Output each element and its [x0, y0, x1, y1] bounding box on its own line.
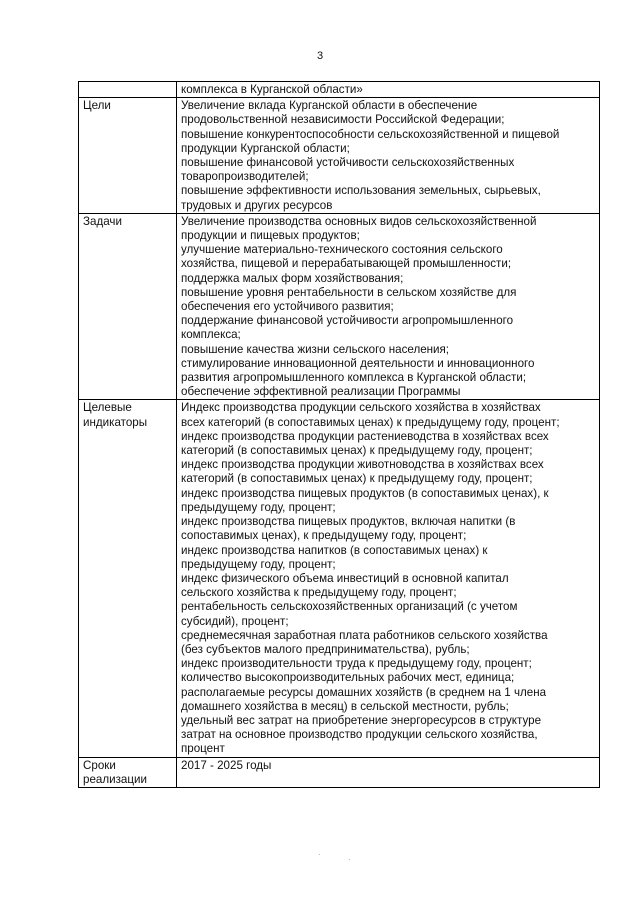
row-label — [79, 213, 177, 400]
text-line: продукции и пищевых продуктов; — [181, 229, 360, 243]
text-line: обеспечение эффективной реализации Программы — [181, 385, 461, 399]
label-line: Цели — [83, 99, 111, 113]
row-text — [177, 213, 600, 400]
label-line: индикаторы — [83, 415, 148, 429]
text-line: категорий (в сопоставимых ценах) к предыдущему году, процент; — [181, 444, 533, 458]
text-line: 2017 - 2025 годы — [181, 758, 272, 772]
text-line: улучшение материально-технического состояния сельского — [181, 243, 503, 257]
text-line: комплекса в Курганской области» — [181, 83, 363, 96]
text-line: поддержание финансовой устойчивости агропромышленного — [181, 314, 514, 328]
text-line: продовольственной независимости Российской Федерации; — [181, 113, 505, 127]
text-line: индекс производительности труда к предыдущему году, процент; — [181, 657, 532, 671]
label-line: Сроки — [83, 758, 116, 772]
text-line: индекс производства продукции животноводства в хозяйствах всех — [181, 458, 544, 472]
label-line: реализации — [83, 772, 147, 786]
text-line: всех категорий (в сопоставимых ценах) к предыдущему году, процент; — [181, 415, 560, 429]
table-row-continuation — [79, 82, 600, 98]
text-line: предыдущему году, процент; — [181, 500, 336, 514]
text-line: повышение конкурентоспособности сельскохозяйственной и пищевой — [181, 127, 560, 141]
text-line: индекс производства напитков (в сопоставимых ценах) к — [181, 543, 488, 557]
table-row-target-indicators — [79, 400, 600, 757]
text-line: затрат на основное производство продукции сельского хозяйства, — [181, 728, 538, 742]
text-line: располагаемые ресурсы домашних хозяйств (в среднем на 1 члена — [181, 685, 547, 699]
text-line: повышение финансовой устойчивости сельскохозяйственных — [181, 156, 515, 170]
text-line: стимулирование инновационной деятельности и инновационного — [181, 356, 535, 370]
text-line: комплекса; — [181, 328, 241, 342]
text-line: хозяйства, пищевой и перерабатывающей промышленности; — [181, 257, 512, 271]
table-row-timeframe — [79, 757, 600, 787]
program-passport-table — [78, 81, 600, 788]
label-line: Задачи — [83, 214, 122, 228]
text-line: Увеличение производства основных видов сельскохозяйственной — [181, 214, 537, 228]
text-line: обеспечения его устойчивого развития; — [181, 300, 394, 314]
text-line: сельского хозяйства к предыдущему году, процент; — [181, 586, 457, 600]
row-text — [177, 82, 600, 98]
text-line: поддержка малых форм хозяйствования; — [181, 271, 404, 285]
row-label — [79, 98, 177, 214]
text-line: продукции Курганской области; — [181, 141, 350, 155]
text-line: домашнего хозяйства в месяц) в сельской местности, рубль; — [181, 699, 509, 713]
row-text — [177, 400, 600, 757]
text-line: Увеличение вклада Курганской области в обеспечение — [181, 99, 478, 113]
text-line: (без субъектов малого предпринимательства), рубль; — [181, 642, 470, 656]
label-line: Целевые — [83, 401, 132, 415]
table-row-goals — [79, 98, 600, 214]
text-line: индекс производства пищевых продуктов, включая напитки (в — [181, 515, 516, 529]
text-line: сопоставимых ценах), к предыдущему году, процент; — [181, 529, 467, 543]
text-line: повышение эффективности использования земельных, сырьевых, — [181, 184, 541, 198]
row-text — [177, 757, 600, 787]
text-line: предыдущему году, процент; — [181, 557, 336, 571]
text-line: субсидий), процент; — [181, 614, 289, 628]
row-label — [79, 82, 177, 98]
text-line: повышение уровня рентабельности в сельском хозяйстве для — [181, 285, 517, 299]
text-line: повышение качества жизни сельского населения; — [181, 342, 450, 356]
row-text — [177, 98, 600, 214]
text-line: рентабельность сельскохозяйственных организаций (с учетом — [181, 600, 518, 614]
text-line: Индекс производства продукции сельского хозяйства в хозяйствах — [181, 401, 541, 415]
text-line: категорий (в сопоставимых ценах) к предыдущему году, процент; — [181, 472, 533, 486]
row-label — [79, 400, 177, 757]
text-line: товаропроизводителей; — [181, 170, 309, 184]
text-line: среднемесячная заработная плата работников сельского хозяйства — [181, 628, 548, 642]
text-line: индекс производства продукции растениеводства в хозяйствах всех — [181, 429, 549, 443]
row-label — [79, 757, 177, 787]
text-line: трудовых и других ресурсов — [181, 198, 333, 212]
text-line: процент — [181, 742, 225, 756]
text-line: количество высокопроизводительных рабочих мест, единица; — [181, 671, 515, 685]
page-number: 3 — [316, 50, 324, 62]
scan-mark: · — [318, 850, 321, 859]
text-line: развития агропромышленного комплекса в Курганской области; — [181, 371, 527, 385]
scan-mark: · — [348, 855, 351, 864]
text-line: удельный вес затрат на приобретение энергоресурсов в структуре — [181, 713, 542, 727]
text-line: индекс производства пищевых продуктов (в сопоставимых ценах), к — [181, 486, 549, 500]
table-row-tasks — [79, 213, 600, 400]
text-line: индекс физического объема инвестиций в основной капитал — [181, 571, 509, 585]
